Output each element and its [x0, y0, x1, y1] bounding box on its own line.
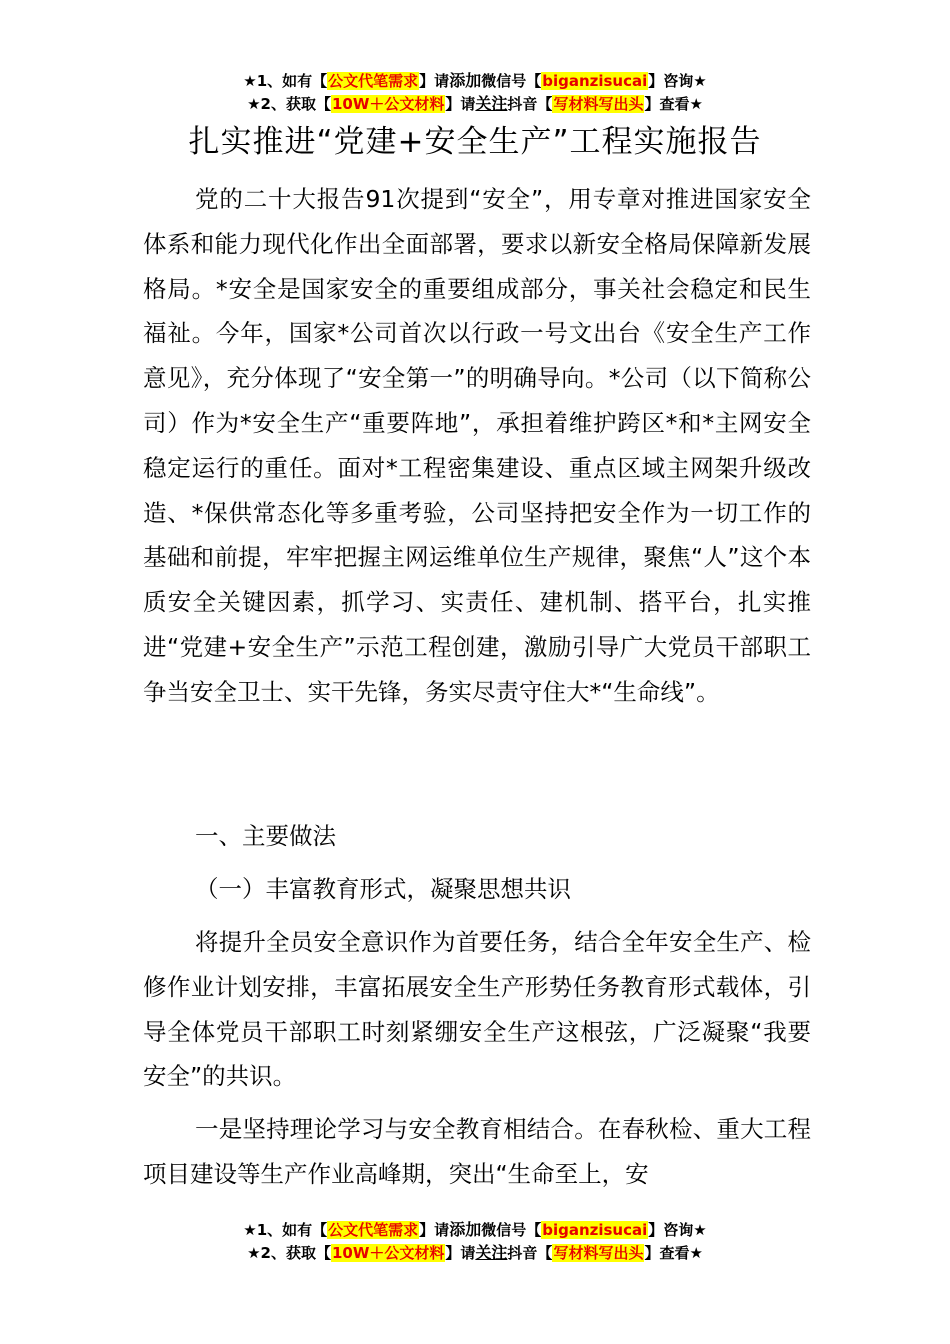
subsection-heading: （一）丰富教育形式，凝聚思想共识	[195, 875, 571, 903]
section-heading: 一、主要做法	[195, 822, 336, 850]
promo-highlight: biganzisucai	[542, 72, 648, 90]
intro-paragraph: 党的二十大报告91次提到“安全”，用专章对推进国家安全体系和能力现代化作出全面部署，要求以新安全格局保障新发展格局。*安全是国家安全的重要组成部分，事关社会稳定和民生福祉。今年，国家*公司首次以行政一号文出台《安全生产工作意见》，充分体现了“安全第一”的明确导向。*公司（以下简称公司）作为*安全生产“重要阵地”，承担着维护跨区*和*主网安全稳定运行的重任。面对*工程密集建设、重点区域主网架升级改造、*保供常态化等多重考验，公司坚持把安全作为一切工作的基础和前提，牢牢把握主网运维单位生产规律，聚焦“人”这个本质安全关键因素，抓学习、实责任、建机制、搭平台，扎实推进“党建+安全生产”示范工程创建，激励引导广大党员干部职工争当安全卫士、实干先锋，务实尽责守住大*“生命线”。	[143, 185, 811, 706]
promo-line-1: ★1、如有【公文代笔需求】请添加微信号【biganzisucai】咨询★	[243, 71, 707, 90]
promo-highlight: 公文代笔需求	[328, 1221, 419, 1239]
body-paragraph: 将提升全员安全意识作为首要任务，结合全年安全生产、检修作业计划安排，丰富拓展安全生产形势任务教育形式载体，引导全体党员干部职工时刻紧绷安全生产这根弦，广泛凝聚“我要安全”的共识。	[143, 928, 811, 1091]
promo-line-2: ★2、获取【10W＋公文材料】请关注抖音【写材料写出头】查看★	[247, 1243, 703, 1262]
promo-highlight: 公文代笔需求	[328, 72, 419, 90]
promo-highlight: 写材料写出头	[553, 95, 644, 113]
promo-highlight: 写材料写出头	[553, 1244, 644, 1262]
document-title: 扎实推进“党建+安全生产”工程实施报告	[188, 124, 762, 160]
footer-promo-banner	[0, 1218, 950, 1264]
body-paragraph: 一是坚持理论学习与安全教育相结合。在春秋检、重大工程项目建设等生产作业高峰期，突出“生命至上，安	[143, 1115, 811, 1188]
promo-highlight: 10W＋公文材料	[331, 95, 445, 113]
promo-line-2: ★2、获取【10W＋公文材料】请关注抖音【写材料写出头】查看★	[247, 94, 703, 113]
header-promo-banner	[0, 69, 950, 115]
promo-highlight: biganzisucai	[542, 1221, 648, 1239]
promo-line-1: ★1、如有【公文代笔需求】请添加微信号【biganzisucai】咨询★	[243, 1220, 707, 1239]
promo-highlight: 10W＋公文材料	[331, 1244, 445, 1262]
